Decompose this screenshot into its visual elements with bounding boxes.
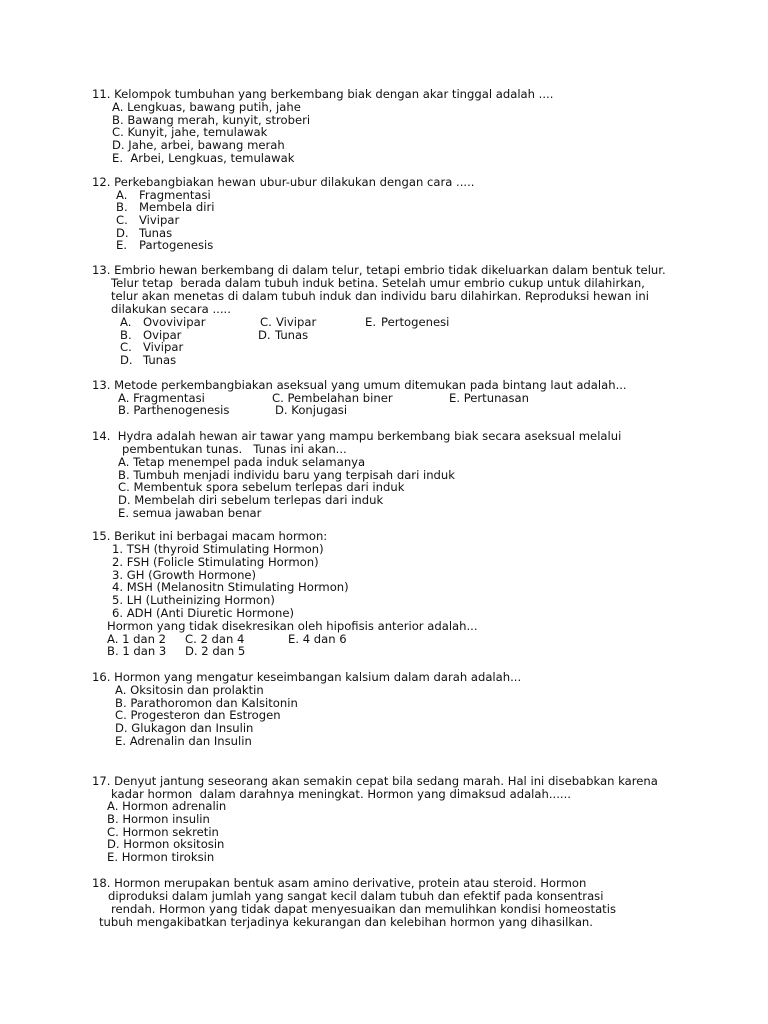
option-e: E. Hormon tiroksin bbox=[107, 850, 215, 864]
option-d: D. Jahe, arbei, bawang merah bbox=[112, 138, 285, 152]
option-e-letter: E. bbox=[116, 238, 128, 252]
question-18-stem-line: 18. Hormon merupakan bentuk asam amino derivative, protein atau steroid. Hormon bbox=[92, 876, 587, 890]
option-b: B. Parathoromon dan Kalsitonin bbox=[115, 696, 298, 710]
option-e: E. 4 dan 6 bbox=[288, 632, 347, 646]
option-d: D. Konjugasi bbox=[275, 403, 348, 417]
hormone-list-item: 1. TSH (thyroid Stimulating Hormon) bbox=[112, 542, 324, 556]
question-18-stem-line: rendah. Hormon yang tidak dapat menyesuaikan dan memulihkan kondisi homeostatis bbox=[111, 902, 616, 916]
option-c: C. 2 dan 4 bbox=[185, 632, 245, 646]
option-e-letter: E. bbox=[365, 315, 377, 329]
option-b: B. Parthenogenesis bbox=[118, 403, 230, 417]
option-a-letter: A. bbox=[116, 188, 128, 202]
option-d-text: Tunas bbox=[143, 353, 177, 367]
option-a: A. Oksitosin dan prolaktin bbox=[115, 683, 264, 697]
option-e: E. semua jawaban benar bbox=[118, 506, 262, 520]
question-15-prompt: Hormon yang tidak disekresikan oleh hipofisis anterior adalah... bbox=[107, 619, 478, 633]
option-c-letter: C. bbox=[260, 315, 272, 329]
option-c: C. Membentuk spora sebelum terlepas dari induk bbox=[118, 480, 405, 494]
option-d-letter: D. bbox=[120, 353, 133, 367]
option-d: D. 2 dan 5 bbox=[185, 644, 246, 658]
question-13b-stem: 13. Metode perkembangbiakan aseksual yang umum ditemukan pada bintang laut adalah... bbox=[92, 378, 627, 392]
option-a: A. Lengkuas, bawang putih, jahe bbox=[112, 100, 301, 114]
option-b-text: Ovipar bbox=[143, 328, 182, 342]
question-18-stem-line: diproduksi dalam jumlah yang sangat kecil dalam tubuh dan efektif pada konsentrasi bbox=[108, 889, 604, 903]
option-d-letter: D. bbox=[258, 328, 271, 342]
question-16-stem: 16. Hormon yang mengatur keseimbangan kalsium dalam darah adalah... bbox=[92, 670, 522, 684]
hormone-list-item: 3. GH (Growth Hormone) bbox=[112, 568, 257, 582]
option-e: E. Arbei, Lengkuas, temulawak bbox=[112, 151, 295, 165]
option-d-text: Tunas bbox=[275, 328, 309, 342]
option-b-letter: B. bbox=[116, 200, 128, 214]
question-14-stem-line: 14. Hydra adalah hewan air tawar yang mampu berkembang biak secara aseksual melalui bbox=[92, 429, 622, 443]
option-c: C. Progesteron dan Estrogen bbox=[115, 708, 281, 722]
option-a-text: Ovovivipar bbox=[143, 315, 206, 329]
hormone-list-item: 6. ADH (Anti Diuretic Hormone) bbox=[112, 606, 294, 620]
option-a-letter: A. bbox=[120, 315, 132, 329]
question-17-stem-line: 17. Denyut jantung seseorang akan semakin cepat bila sedang marah. Hal ini disebabkan karena bbox=[92, 774, 658, 788]
option-c: C. Hormon sekretin bbox=[107, 825, 219, 839]
option-c-text: Vivipar bbox=[143, 340, 184, 354]
option-e: E. Adrenalin dan Insulin bbox=[115, 734, 252, 748]
option-b: B. Tumbuh menjadi individu baru yang terpisah dari induk bbox=[118, 468, 455, 482]
question-15-stem: 15. Berikut ini berbagai macam hormon: bbox=[92, 529, 328, 543]
option-e-text: Pertogenesi bbox=[381, 315, 450, 329]
option-a: A. 1 dan 2 bbox=[107, 632, 167, 646]
option-a-text: Fragmentasi bbox=[139, 188, 211, 202]
option-d-text: Tunas bbox=[139, 226, 173, 240]
option-d: D. Membelah diri sebelum terlepas dari induk bbox=[118, 493, 384, 507]
option-d-letter: D. bbox=[116, 226, 129, 240]
option-b: B. Bawang merah, kunyit, stroberi bbox=[112, 113, 311, 127]
option-a: A. Tetap menempel pada induk selamanya bbox=[118, 455, 366, 469]
question-14-stem-line: pembentukan tunas. Tunas ini akan... bbox=[122, 442, 347, 456]
option-c-text: Vivipar bbox=[276, 315, 317, 329]
question-13a-stem-line: 13. Embrio hewan berkembang di dalam telur, tetapi embrio tidak dikeluarkan dalam bentuk telur. bbox=[92, 263, 666, 277]
option-d: D. Hormon oksitosin bbox=[107, 837, 225, 851]
option-c-letter: C. bbox=[120, 340, 132, 354]
question-12-stem: 12. Perkebangbiakan hewan ubur-ubur dilakukan dengan cara ..... bbox=[92, 175, 475, 189]
question-13a-stem-line: dilakukan secara ..... bbox=[111, 302, 231, 316]
option-c-letter: C. bbox=[116, 213, 128, 227]
option-b: B. 1 dan 3 bbox=[107, 644, 167, 658]
option-c-text: Vivipar bbox=[139, 213, 180, 227]
question-13a-stem-line: telur akan menetas di dalam tubuh induk dan individu baru dilahirkan. Reproduksi hewan ini bbox=[111, 289, 649, 303]
option-c: C. Kunyit, jahe, temulawak bbox=[112, 125, 268, 139]
option-a: A. Fragmentasi bbox=[118, 391, 205, 405]
option-b-text: Membela diri bbox=[139, 200, 215, 214]
hormone-list-item: 5. LH (Lutheinizing Hormon) bbox=[112, 593, 275, 607]
question-17-stem-line: kadar hormon dalam darahnya meningkat. Hormon yang dimaksud adalah...... bbox=[111, 787, 571, 801]
option-a: A. Hormon adrenalin bbox=[107, 799, 227, 813]
question-11-stem: 11. Kelompok tumbuhan yang berkembang biak dengan akar tinggal adalah .... bbox=[92, 87, 554, 101]
option-b-letter: B. bbox=[120, 328, 132, 342]
option-d: D. Glukagon dan Insulin bbox=[115, 721, 254, 735]
question-13a-stem-line: Telur tetap berada dalam tubuh induk betina. Setelah umur embrio cukup untuk dilahirkan, bbox=[111, 276, 645, 290]
hormone-list-item: 2. FSH (Folicle Stimulating Hormon) bbox=[112, 555, 319, 569]
hormone-list-item: 4. MSH (Melanositn Stimulating Hormon) bbox=[112, 580, 349, 594]
question-18-stem-line: tubuh mengakibatkan terjadinya kekurangan dan kelebihan hormon yang dihasilkan. bbox=[99, 915, 593, 929]
option-e: E. Pertunasan bbox=[449, 391, 530, 405]
option-c: C. Pembelahan biner bbox=[272, 391, 393, 405]
option-b: B. Hormon insulin bbox=[107, 812, 210, 826]
option-e-text: Partogenesis bbox=[139, 238, 214, 252]
